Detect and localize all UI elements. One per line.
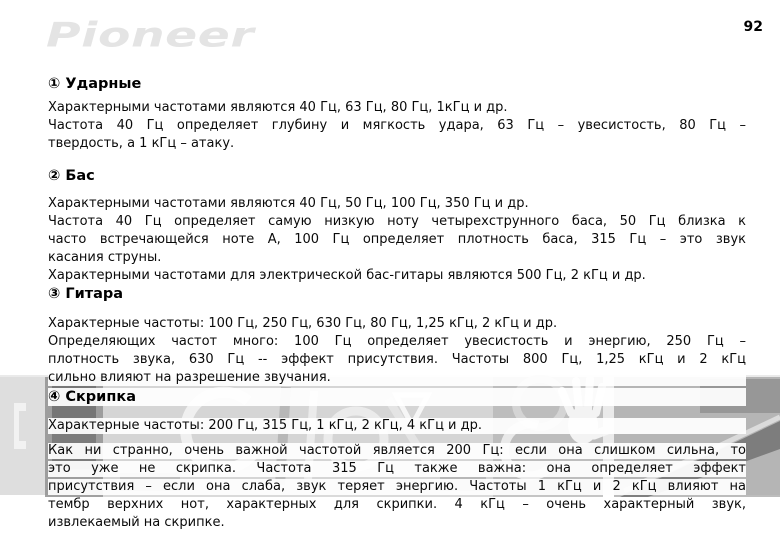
page-number: 92 — [743, 19, 763, 35]
text-line: Частота 40 Гц определяет самую низкую ноту четырехструнного баса, 50 Гц близка к — [48, 214, 746, 229]
text-line: это уже не скрипка. Частота 315 Гц также важна: она определяет эффект — [48, 461, 746, 476]
paragraph — [48, 99, 746, 153]
section-heading: ② Бас — [48, 167, 746, 185]
paragraph — [48, 417, 746, 435]
text-line: Характерными частотами являются 40 Гц, 50 Гц, 100 Гц, 350 Гц и др. — [48, 195, 746, 213]
text-line: Характерные частоты: 200 Гц, 315 Гц, 1 кГц, 2 кГц, 4 кГц и др. — [48, 417, 746, 435]
text-line: извлекаемый на скрипке. — [48, 514, 746, 532]
paragraph — [48, 195, 746, 285]
text-line: касания струны. — [48, 249, 746, 267]
section-heading: ③ Гитара — [48, 285, 746, 303]
text-line: Характерные частоты: 100 Гц, 250 Гц, 630 Гц, 80 Гц, 1,25 кГц, 2 кГц и др. — [48, 315, 746, 333]
text-line: тембр верхних нот, характерных для скрипки. 4 кГц – очень характерный звук, — [48, 497, 746, 512]
text-line: твердость, а 1 кГц – атаку. — [48, 135, 746, 153]
pioneer-logo: Pioneer — [46, 16, 255, 56]
text-line: плотность звука, 630 Гц -- эффект присутствия. Частоты 800 Гц, 1,25 кГц и 2 кГц — [48, 352, 746, 367]
section-2 — [48, 167, 746, 285]
text-line: часто встречающейся ноте А, 100 Гц определяет плотность баса, 315 Гц – это звук — [48, 232, 746, 247]
section-3 — [48, 285, 746, 387]
section-1 — [48, 75, 746, 153]
text-line: Характерными частотами для электрической бас-гитары являются 500 Гц, 2 кГц и др. — [48, 267, 746, 285]
section-heading: ④ Скрипка — [48, 388, 746, 406]
section-4 — [48, 388, 746, 532]
text-line: Как ни странно, очень важной частотой является 200 Гц: если она слишком сильна, то — [48, 443, 746, 458]
text-line: Определяющих частот много: 100 Гц определяет увесистость и энергию, 250 Гц – — [48, 334, 746, 349]
text-line: присутствия – если она слаба, звук теряет энергию. Частоты 1 кГц и 2 кГц влияют на — [48, 479, 746, 494]
paragraph — [48, 315, 746, 387]
text-line: Частота 40 Гц определяет глубину и мягкость удара, 63 Гц – увесистость, 80 Гц – — [48, 118, 746, 133]
section-heading: ① Ударные — [48, 75, 746, 93]
content — [48, 75, 746, 532]
paragraph — [48, 442, 746, 532]
text-line: сильно влияют на разрешение звучания. — [48, 369, 746, 387]
text-line: Характерными частотами являются 40 Гц, 63 Гц, 80 Гц, 1кГц и др. — [48, 99, 746, 117]
